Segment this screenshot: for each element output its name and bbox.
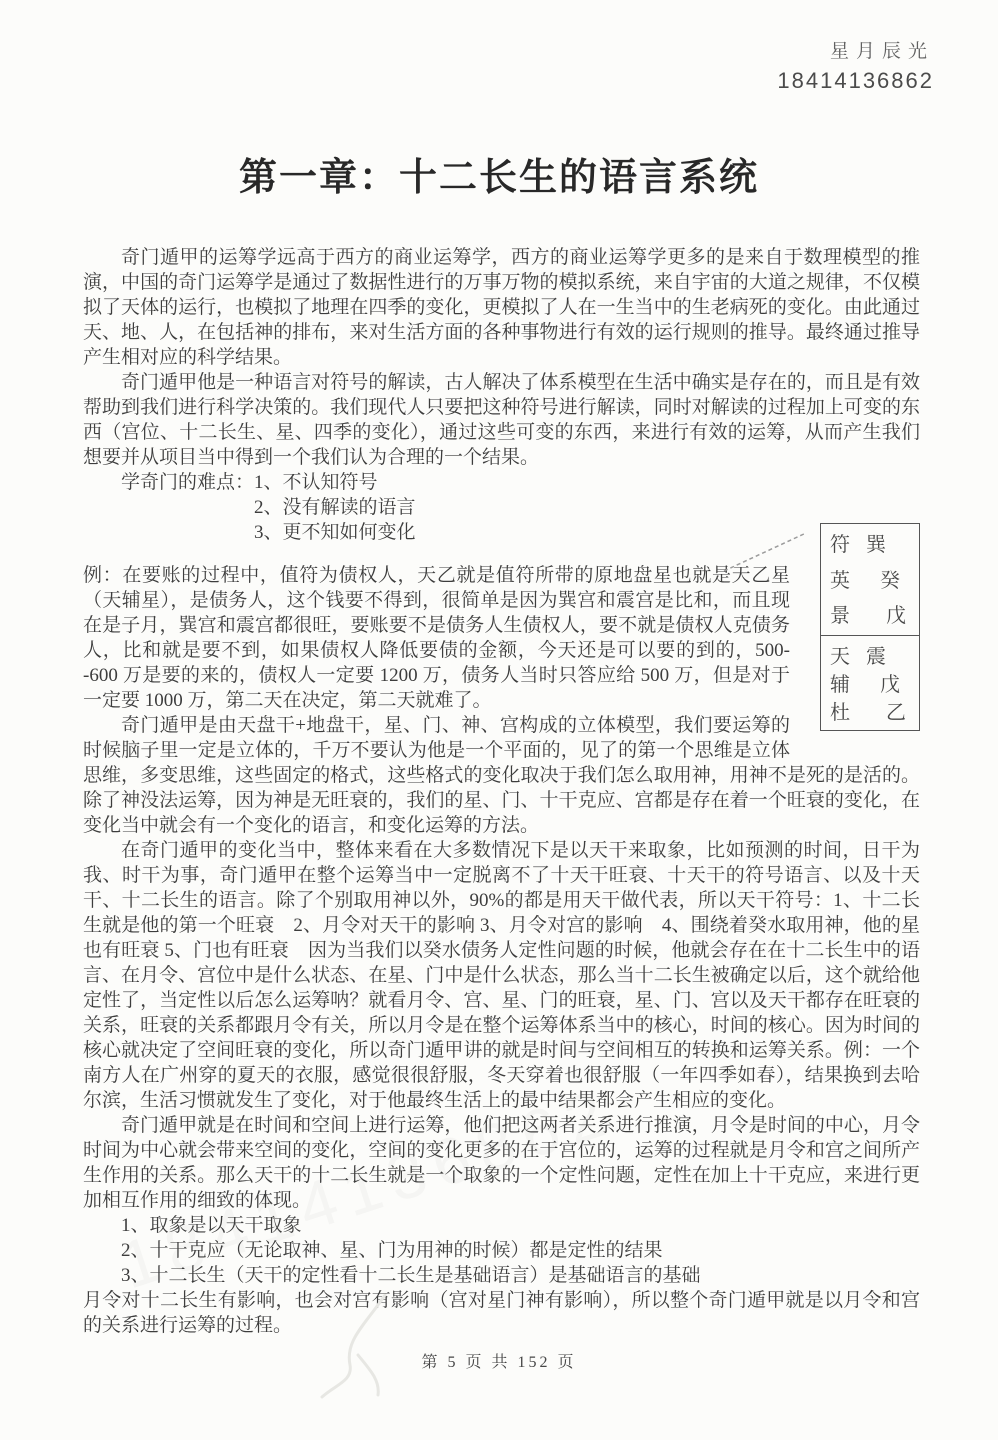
page-number-text: 第 5 页 共 152 页 xyxy=(421,1354,577,1371)
palace-char: 巽 xyxy=(866,534,886,556)
palace-char: 景 xyxy=(830,605,850,627)
palace-char: 杜 xyxy=(830,702,850,724)
pointer-dashed-arrow xyxy=(722,527,808,575)
palace-row xyxy=(830,643,919,671)
numbered-list xyxy=(83,1213,920,1288)
palace-row xyxy=(830,699,919,727)
palace-char: 符 xyxy=(830,534,850,556)
paragraph-changes: 在奇门遁甲的变化当中，整体来看在大多数情况下是以天干来取象，比如预测的时间，日干为我、时干为事，奇门遁甲在整个运筹当中一定脱离不了十天干旺衰、十天干的符号语言、以及十天干、十二长生的语言。除了个别取用神以外，90%的都是用天干做代表，所以天干符号：1、十二长生就是他的第一个旺衰 2、月令对天干的影响 3、月令对宫的影响 4、围绕着癸水取用神，他的星也有旺衰 5、门也有旺衰 因为当我们以癸水债务人定性问题的时候，他就会存在在十二长生中的语言、在月令、宫位中是什么状态、在星、门中是什么状态，那么当十二长生被确定以后，这个就给他定性了，当定性以后怎么运筹呐？就看月令、宫、星、门的旺衰，星、门、宫以及天干都存在旺衰的关系，旺衰的关系都跟月令有关，所以月令是在整个运筹体系当中的核心，时间的核心。因为时间的核心就决定了空间旺衰的变化，所以奇门遁甲讲的就是时间与空间相互的转换和运筹关系。例：一个南方人在广州穿的夏天的衣服，感觉很很舒服，冬天穿着也很舒服（一年四季如春），结果换到去哈尔滨，生活习惯就发生了变化，对于他最终生活上的最中结果都会产生相应的变化。 xyxy=(83,840,920,1111)
phone-number: 18414136862 xyxy=(777,68,934,93)
numbered-item: 2、十干克应（无论取神、星、门为用神的时候）都是定性的结果 xyxy=(121,1240,663,1261)
palace-char: 辅 xyxy=(830,674,850,696)
palace-cell-zhen xyxy=(821,636,919,728)
palace-char: 天 xyxy=(830,646,850,668)
example-section xyxy=(83,534,920,838)
difficulty-row xyxy=(83,470,920,495)
numbered-item: 1、取象是以天干取象 xyxy=(121,1215,302,1236)
numbered-item: 3、十二长生（天干的定性看十二长生是基础语言）是基础语言的基础 xyxy=(121,1265,701,1286)
palace-char: 癸 xyxy=(880,569,900,592)
difficulty-item: 2、没有解读的语言 xyxy=(254,497,416,518)
paragraph-model: 奇门遁甲是由天盘干+地盘干，星、门、神、宫构成的立体模型，我们要运筹的时候脑子里一定是立体的，千万不要认为他是一个平面的，见了的第一个思维是立体思维，多变思维，这些固定的格式，这些格式的变化取决于我们怎么取用神，用神不是死的是活的。除了神没法运筹，因为神是无旺衰的，我们的星、门、十干克应、宫都是存在着一个旺衰的变化，在变化当中就会有一个变化的语言，和变化运筹的方法。 xyxy=(83,715,920,836)
paragraph-intro: 奇门遁甲的运筹学远高于西方的商业运筹学，西方的商业运筹学更多的是来自于数理模型的推演，中国的奇门运筹学是通过了数据性进行的万事万物的模拟系统，来自宇宙的大道之规律，不仅模拟了天体的运行，也模拟了地理在四季的变化，更模拟了人在一生当中的生老病死的变化。由此通过天、地、人，在包括神的排布，来对生活方面的各种事物进行有效的运行规则的推导。最终通过推导产生相对应的科学结果。 xyxy=(83,247,920,368)
palace-row xyxy=(830,531,919,559)
difficulty-item: 3、更不知如何变化 xyxy=(254,522,416,543)
palace-cell-xun xyxy=(821,524,919,636)
page-header xyxy=(777,36,934,94)
page-footer xyxy=(0,1349,998,1372)
difficulties-label: 学奇门的难点： xyxy=(121,472,255,493)
paragraph-symbols: 奇门遁甲他是一种语言对符号的解读，古人解决了体系模型在生活中确实是存在的，而且是有效帮助到我们进行科学决策的。我们现代人只要把这种符号进行解读，同时对解读的过程加上可变的东西（宫位、十二长生、星、四季的变化），通过这些可变的东西，来进行有效的运筹，从而产生我们想要并从项目当中得到一个我们认为合理的一个结果。 xyxy=(83,372,920,468)
palace-char: 乙 xyxy=(886,702,906,724)
document-body xyxy=(83,245,920,1338)
qimen-palace-chart xyxy=(820,523,920,731)
palace-char: 戊 xyxy=(886,605,906,627)
palace-row xyxy=(830,602,919,630)
palace-char: 戊 xyxy=(880,674,900,696)
difficulty-row xyxy=(83,495,920,520)
paragraph-time-space: 奇门遁甲就是在时间和空间上进行运筹，他们把这两者关系进行推演，月令是时间的中心，月令时间为中心就会带来空间的变化，空间的变化更多的在于宫位的，运筹的过程就是月令和宫之间所产生作用的关系。那么天干的十二长生就是一个取象的一个定性问题，定性在加上十干克应，来进行更加相互作用的细致的体现。 xyxy=(83,1115,920,1211)
chapter-title: 第一章：十二长生的语言系统 xyxy=(238,157,759,199)
paragraph-closing: 月令对十二长生有影响，也会对宫有影响（宫对星门神有影响），所以整个奇门遁甲就是以月令和宫的关系进行运筹的过程。 xyxy=(83,1290,920,1336)
palace-row xyxy=(830,671,919,699)
palace-char: 英 xyxy=(830,569,850,592)
palace-char: 震 xyxy=(866,646,886,668)
palace-row xyxy=(830,567,919,595)
brand-text: 星月辰光 xyxy=(829,41,934,62)
paragraph-example: 例：在要账的过程中，值符为债权人，天乙就是值符所带的原地盘星也就是天乙星（天辅星），是债务人，这个钱要不得到，很简单是因为巽宫和震宫是比和，而且现在是子月，巽宫和震宫都很旺，要账要不是债务人生债权人，要不就是债权人克债务人，比和就是要不到，如果债权人降低要债的金额，今天还是可以要的到的，500--600 万是要的来的，债权人一定要 1200 万，债务人当时只答应给 500 万，但是对于一定要 1000 万，第二天在决定，第二天就难了。 xyxy=(83,565,790,711)
difficulty-item: 1、不认知符号 xyxy=(254,472,378,493)
